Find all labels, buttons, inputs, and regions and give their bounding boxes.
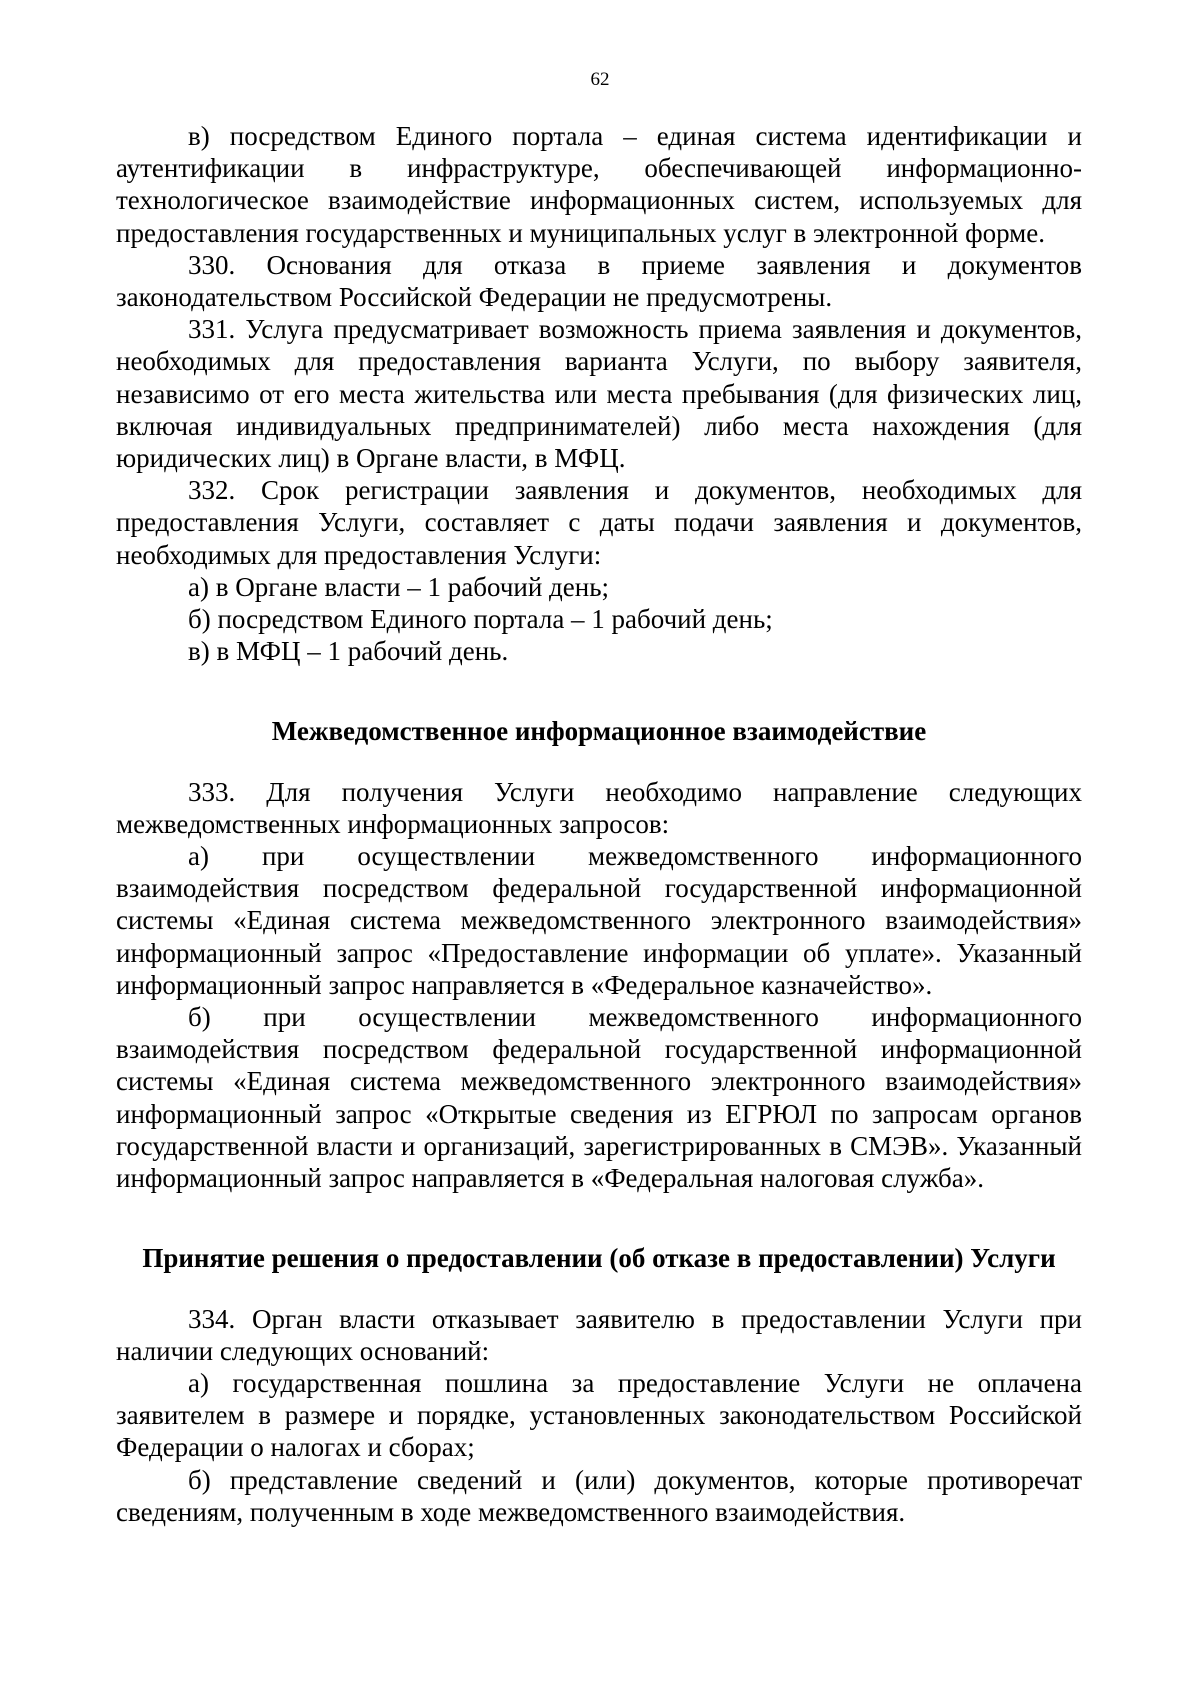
- paragraph-334: 334. Орган власти отказывает заявителю в предоставлении Услуги при наличии следующих оснований:: [116, 1303, 1082, 1366]
- list-item-332-c: в) в МФЦ – 1 рабочий день.: [188, 636, 509, 667]
- paragraph-333: 333. Для получения Услуги необходимо направление следующих межведомственных информационных запросов:: [116, 776, 1082, 839]
- paragraph-portal-identification: в) посредством Единого портала – единая система идентификации и аутентификации в инфраструктуре, обеспечивающей информационно-технологическое взаимодействие информационных систем, используемых для предоставления государственных и муниципальных услуг в электронной форме.: [116, 121, 1082, 248]
- paragraph-331: 331. Услуга предусматривает возможность приема заявления и документов, необходимых для предоставления варианта Услуги, по выбору заявителя, независимо от его места жительства или места пребывания (для физических лиц, включая индивидуальных предпринимателей) либо места нахождения (для юридических лиц) в Органе власти, в МФЦ.: [116, 314, 1082, 474]
- list-item-333-b: б) при осуществлении межведомственного информационного взаимодействия посредством федеральной государственной информационной системы «Единая система межведомственного электронного взаимодействия» информационный запрос «Открытые сведения из ЕГРЮЛ по запросам органов государственной власти и организаций, зарегистрированных в СМЭВ». Указанный информационный запрос направляется в «Федеральная налоговая служба».: [116, 1002, 1082, 1194]
- list-item-334-a: а) государственная пошлина за предоставление Услуги не оплачена заявителем в размере и порядке, установленных законодательством Российской Федерации о налогах и сборах;: [116, 1367, 1082, 1463]
- document-body: [116, 120, 1082, 1528]
- list-item-332-b: б) посредством Единого портала – 1 рабочий день;: [188, 604, 773, 635]
- section-heading-decision: Принятие решения о предоставлении (об отказе в предоставлении) Услуги: [142, 1243, 1056, 1274]
- paragraph-332: 332. Срок регистрации заявления и документов, необходимых для предоставления Услуги, составляет с даты подачи заявления и документов, необходимых для предоставления Услуги:: [116, 475, 1082, 570]
- section-heading-interagency: Межведомственное информационное взаимодействие: [271, 716, 927, 747]
- page-number: 62: [590, 69, 610, 90]
- list-item-333-a: а) при осуществлении межведомственного информационного взаимодействия посредством федеральной государственной информационной системы «Единая система межведомственного электронного взаимодействия» информационный запрос «Предоставление информации об уплате». Указанный информационный запрос направляется в «Федеральное казначейство».: [116, 841, 1082, 1000]
- list-item-334-b: б) представление сведений и (или) документов, которые противоречат сведениям, полученным в ходе межведомственного взаимодействия.: [116, 1464, 1082, 1527]
- paragraph-330: 330. Основания для отказа в приеме заявления и документов законодательством Российской Федерации не предусмотрены.: [116, 249, 1082, 313]
- list-item-332-a: а) в Органе власти – 1 рабочий день;: [188, 571, 610, 602]
